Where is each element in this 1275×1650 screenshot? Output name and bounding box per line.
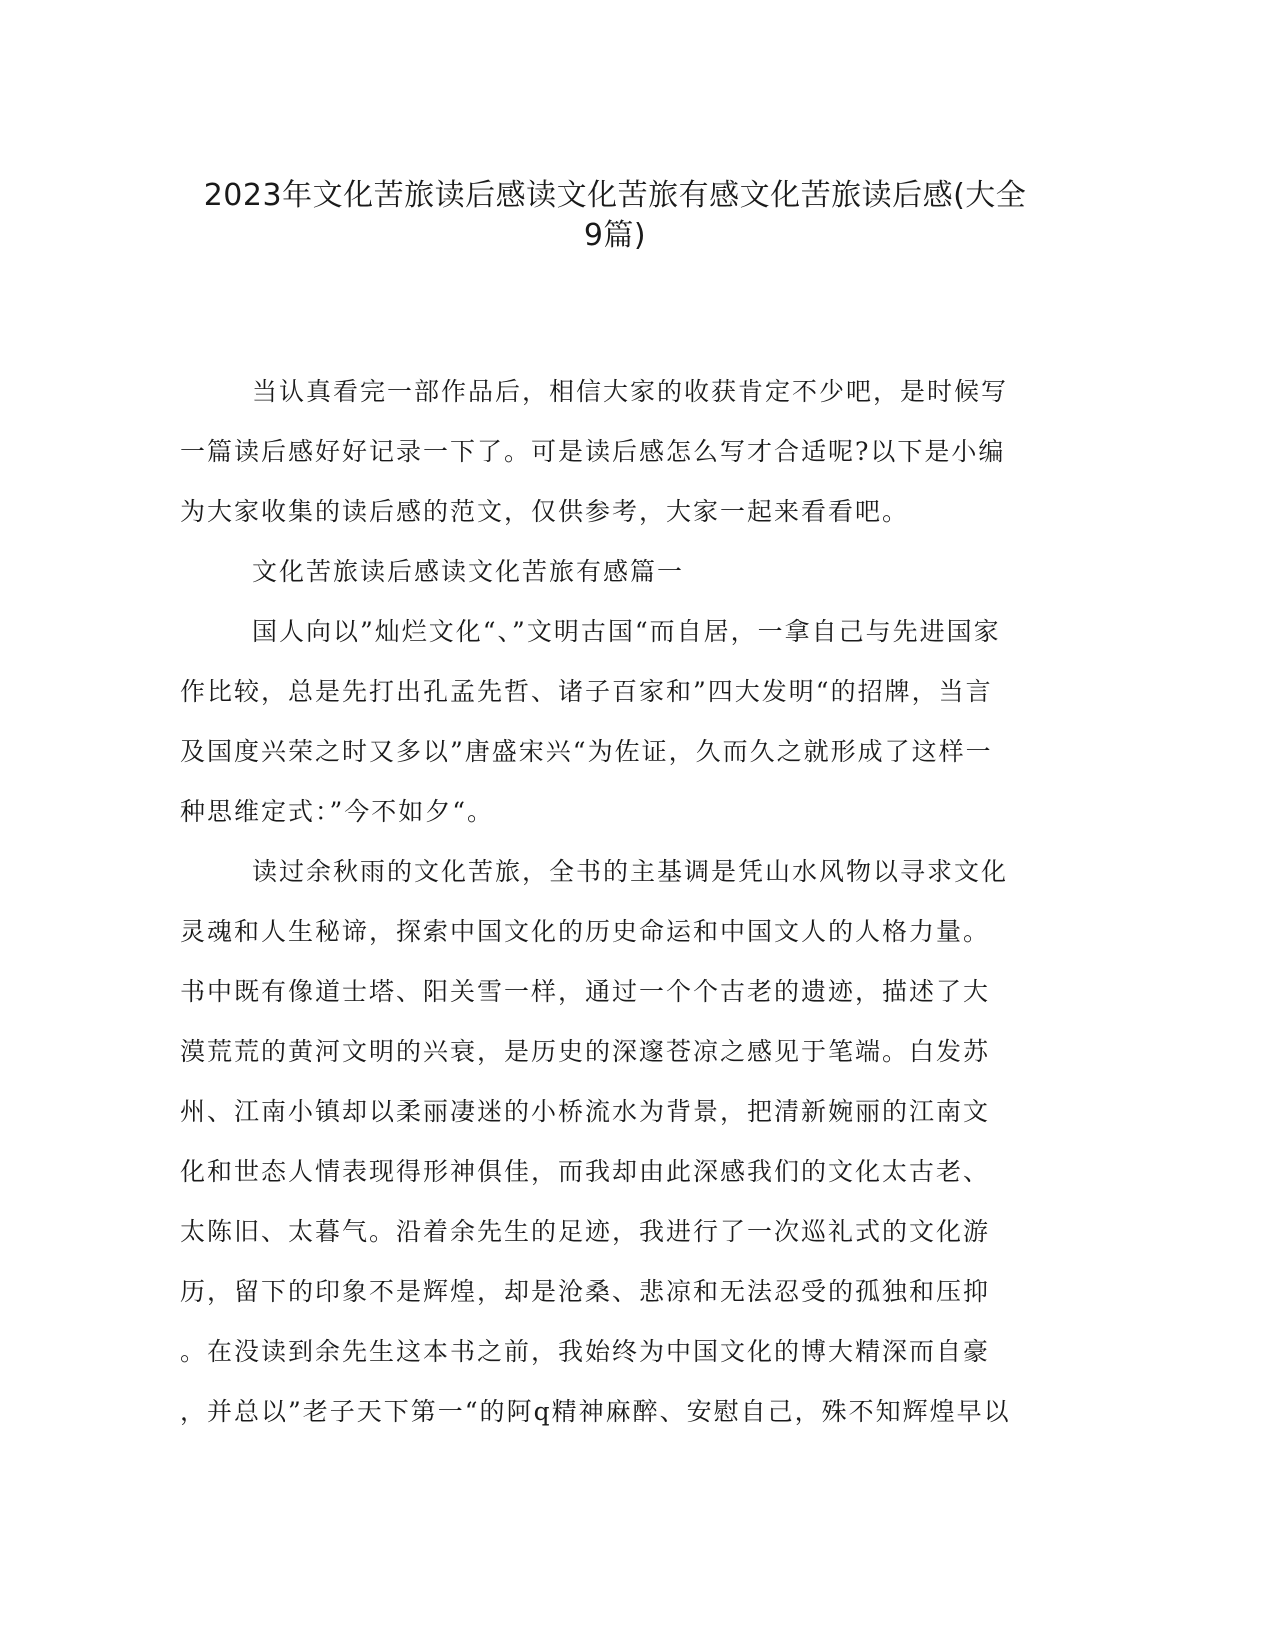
text-line: 化和世态人情表现得形神俱佳，而我却由此深感我们的文化太古老、 [180, 1157, 991, 1186]
document-title [180, 176, 1050, 256]
text-line: 一篇读后感好好记录一下了。可是读后感怎么写才合适呢?以下是小编 [180, 437, 1006, 466]
text-line: 书中既有像道士塔、阳关雪一样，通过一个个古老的遗迹，描述了大 [180, 977, 991, 1006]
text-line: 当认真看完一部作品后，相信大家的收获肯定不少吧，是时候写 [252, 377, 1009, 406]
text-line: 为大家收集的读后感的范文，仅供参考，大家一起来看看吧。 [180, 497, 910, 526]
text-line: 州、江南小镇却以柔丽凄迷的小桥流水为背景，把清新婉丽的江南文 [180, 1097, 991, 1126]
text-line: 种思维定式：”今不如夕“。 [180, 797, 495, 826]
section-heading [180, 542, 1060, 602]
text-line: 读过余秋雨的文化苦旅，全书的主基调是凭山水风物以寻求文化 [252, 857, 1009, 886]
document-body [180, 362, 1060, 1442]
text-line: 历，留下的印象不是辉煌，却是沧桑、悲凉和无法忍受的孤独和压抑 [180, 1277, 991, 1306]
title-line: 2023年文化苦旅读后感读文化苦旅有感文化苦旅读后感(大全 [203, 178, 1027, 213]
text-line: 漠荒荒的黄河文明的兴衰，是历史的深邃苍凉之感见于笔端。白发苏 [180, 1037, 991, 1066]
title-line: 9篇) [583, 218, 647, 253]
text-line: 文化苦旅读后感读文化苦旅有感篇一 [252, 557, 685, 586]
body-paragraph [180, 842, 1060, 1442]
body-paragraph [180, 602, 1060, 842]
text-line: 太陈旧、太暮气。沿着余先生的足迹，我进行了一次巡礼式的文化游 [180, 1217, 991, 1246]
text-line: 国人向以”灿烂文化“、”文明古国“而自居，一拿自己与先进国家 [252, 617, 1001, 646]
text-line: 作比较，总是先打出孔孟先哲、诸子百家和”四大发明“的招牌，当言 [180, 677, 993, 706]
text-line: 及国度兴荣之时又多以”唐盛宋兴“为佐证，久而久之就形成了这样一 [180, 737, 993, 766]
text-line: 。在没读到余先生这本书之前，我始终为中国文化的博大精深而自豪 [180, 1337, 991, 1366]
intro-paragraph [180, 362, 1060, 542]
text-line: 灵魂和人生秘谛，探索中国文化的历史命运和中国文人的人格力量。 [180, 917, 991, 946]
text-line: ，并总以”老子天下第一“的阿q精神麻醉、安慰自己，殊不知辉煌早以 [180, 1397, 1011, 1426]
